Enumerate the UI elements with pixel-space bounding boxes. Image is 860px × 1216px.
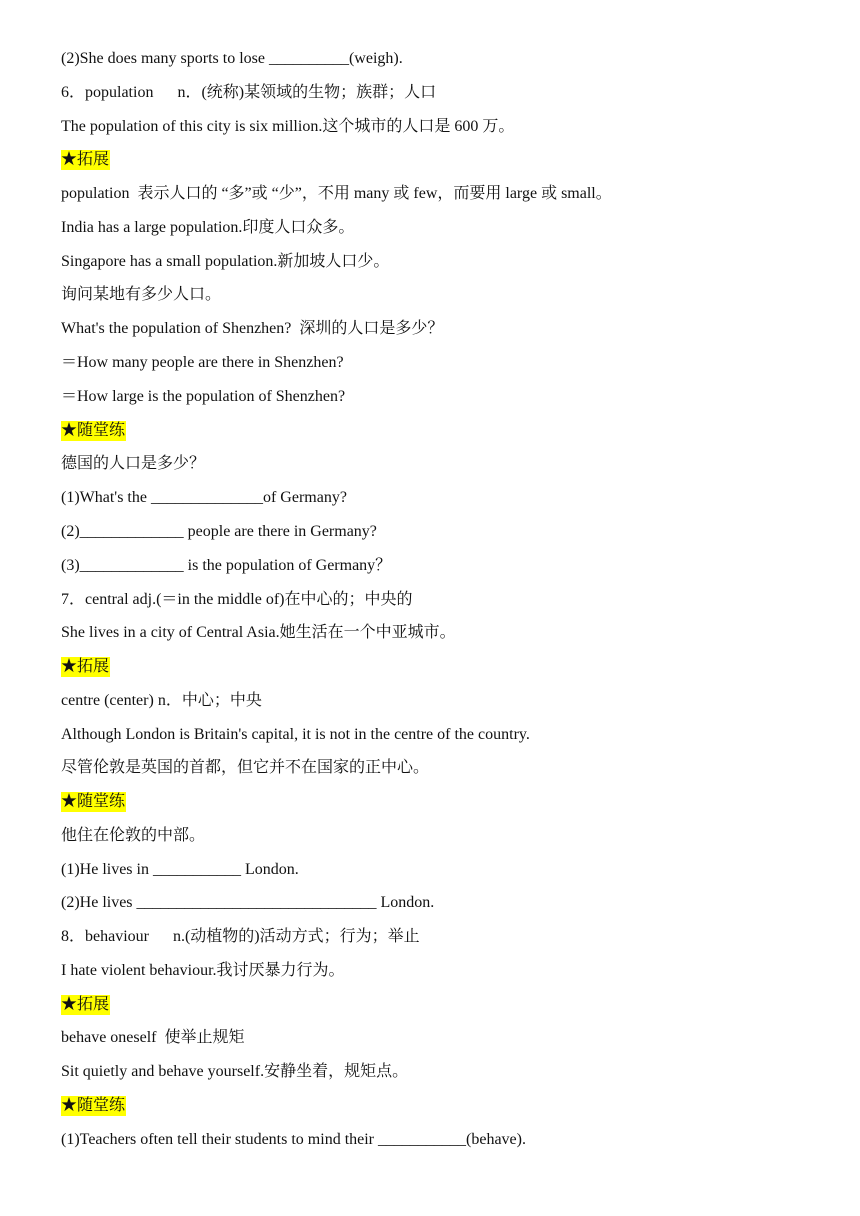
example-translation: 尽管伦敦是英国的首都，但它并不在国家的正中心。 xyxy=(61,759,430,776)
exercise-line: (2)_____________ people are there in Germany? xyxy=(61,523,377,540)
highlight-marker: ★随堂练 xyxy=(61,1097,126,1114)
exercise-line: (2)He lives ______________________________ London. xyxy=(61,894,435,911)
example-sentence: What's the population of Shenzhen? 深圳的人口是多少？ xyxy=(61,320,444,337)
vocab-heading: 8．behaviour n.(动植物的)活动方式；行为；举止 xyxy=(61,928,420,945)
exercise-line: (1)He lives in ___________ London. xyxy=(61,861,299,878)
example-sentence: India has a large population.印度人口众多。 xyxy=(61,219,355,236)
example-sentence: ＝How many people are there in Shenzhen? xyxy=(61,354,344,371)
example-sentence: Although London is Britain's capital, it is not in the centre of the country. xyxy=(61,726,530,743)
practice-label xyxy=(61,419,126,443)
extension-label xyxy=(61,148,110,172)
highlight-marker: ★随堂练 xyxy=(61,422,126,439)
highlight-marker: ★拓展 xyxy=(61,658,110,675)
practice-label xyxy=(61,790,126,814)
highlight-marker: ★拓展 xyxy=(61,151,110,168)
explanation-line: 询问某地有多少人口。 xyxy=(61,286,222,303)
extension-label xyxy=(61,655,110,679)
exercise-line: (2)She does many sports to lose __________(weigh). xyxy=(61,50,403,67)
vocab-heading: 6．population n．(统称)某领域的生物；族群；人口 xyxy=(61,84,437,101)
highlight-marker: ★随堂练 xyxy=(61,793,126,810)
example-sentence: She lives in a city of Central Asia.她生活在一个中亚城市。 xyxy=(61,624,456,641)
practice-prompt: 德国的人口是多少？ xyxy=(61,455,206,472)
example-sentence: ＝How large is the population of Shenzhen? xyxy=(61,388,346,405)
example-sentence: Sit quietly and behave yourself.安静坐着，规矩点。 xyxy=(61,1063,409,1080)
example-sentence: Singapore has a small population.新加坡人口少。 xyxy=(61,253,390,270)
exercise-line: (3)_____________ is the population of Germany？ xyxy=(61,557,392,574)
practice-prompt: 他住在伦敦的中部。 xyxy=(61,827,206,844)
extension-label xyxy=(61,993,110,1017)
explanation-line: centre (center) n．中心；中央 xyxy=(61,692,262,709)
exercise-line: (1)Teachers often tell their students to mind their ___________(behave). xyxy=(61,1131,526,1148)
highlight-marker: ★拓展 xyxy=(61,996,110,1013)
example-sentence: I hate violent behaviour.我讨厌暴力行为。 xyxy=(61,962,345,979)
explanation-line: behave oneself 使举止规矩 xyxy=(61,1029,245,1046)
explanation-line: population 表示人口的 “多”或 “少”，不用 many 或 few，而要用 large 或 small。 xyxy=(61,185,612,202)
practice-label xyxy=(61,1094,126,1118)
vocab-heading: 7．central adj.(＝in the middle of)在中心的；中央的 xyxy=(61,591,413,608)
exercise-line: (1)What's the ______________of Germany? xyxy=(61,489,347,506)
example-sentence: The population of this city is six million.这个城市的人口是 600 万。 xyxy=(61,118,515,135)
